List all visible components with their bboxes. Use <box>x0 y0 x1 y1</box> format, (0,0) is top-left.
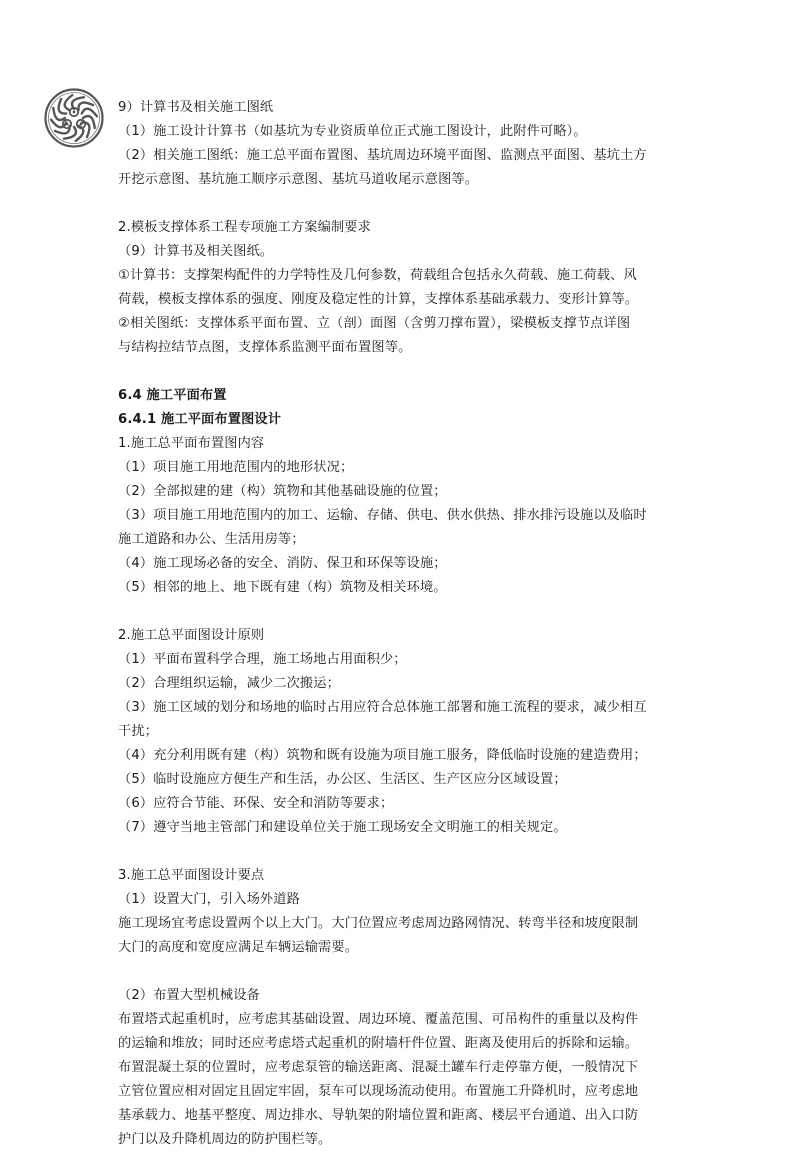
text-line: 与结构拉结节点图，支撑体系监测平面布置图等。 <box>118 340 412 355</box>
text-line: 大门的高度和宽度应满足车辆运输需要。 <box>118 940 359 955</box>
text-line: 施工道路和办公、生活用房等； <box>118 532 305 547</box>
text-line: （4）施工现场必备的安全、消防、保卫和环保等设施； <box>118 556 447 571</box>
section-calculation-drawings <box>118 96 708 192</box>
paragraph-gap <box>118 840 708 864</box>
text-line: （9）计算书及相关图纸。 <box>118 244 274 259</box>
text-line: 的运输和堆放；同时还应考虑塔式起重机的附墙杆件位置、距离及使用后的拆除和运输。 <box>118 1036 639 1051</box>
text-line: 开挖示意图、基坑施工顺序示意图、基坑马道收尾示意图等。 <box>118 172 479 187</box>
text-line: （1）平面布置科学合理，施工场地占用面积少； <box>118 652 407 667</box>
text-line: 基承载力、地基平整度、周边排水、导轨架的附墙位置和距离、楼层平台通道、出入口防 <box>118 1108 639 1123</box>
text-line: （1）施工设计计算书（如基坑为专业资质单位正式施工图设计，此附件可略）。 <box>118 124 587 139</box>
text-line: （4）充分利用既有建（构）筑物和既有设施为项目施工服务，降低临时设施的建造费用； <box>118 748 647 763</box>
text-line: （3）项目施工用地范围内的加工、运输、存储、供电、供水供热、排水排污设施以及临时 <box>118 508 647 523</box>
text-line: （1）项目施工用地范围内的地形状况； <box>118 460 354 475</box>
section-formwork-support <box>118 216 708 360</box>
text-line: （5）临时设施应方便生产和生活，办公区、生活区、生产区应分区域设置； <box>118 772 567 787</box>
text-line: 2.模板支撑体系工程专项施工方案编制要求 <box>118 220 371 235</box>
text-line: （3）施工区域的划分和场地的临时占用应符合总体施工部署和施工流程的要求，减少相互 <box>118 700 647 715</box>
text-line: ②相关图纸：支撑体系平面布置、立（剖）面图（含剪刀撑布置），梁模板支撑节点详图 <box>118 316 631 331</box>
text-line: （6）应符合节能、环保、安全和消防等要求； <box>118 796 394 811</box>
section-design-principles <box>118 624 708 840</box>
text-line: （5）相邻的地上、地下既有建（构）筑物及相关环境。 <box>118 580 447 595</box>
paragraph-gap <box>118 192 708 216</box>
text-line: 3.施工总平面图设计要点 <box>118 868 265 883</box>
text-line: （2）布置大型机械设备 <box>118 988 260 1003</box>
text-line: ①计算书：支撑架构配件的力学特性及几何参数，荷载组合包括永久荷载、施工荷载、风 <box>118 268 637 283</box>
text-line: 布置混凝土泵的位置时，应考虑泵管的输送距离、混凝土罐车行走停靠方便，一般情况下 <box>118 1060 639 1075</box>
section-heading: 6.4 施工平面布置 <box>118 388 227 403</box>
text-line: 1.施工总平面布置图内容 <box>118 436 265 451</box>
section-design-points <box>118 864 708 960</box>
text-line: 荷载，模板支撑体系的强度、刚度及稳定性的计算，支撑体系基础承载力、变形计算等。 <box>118 292 639 307</box>
text-line: （2）全部拟建的建（构）筑物和其他基础设施的位置； <box>118 484 447 499</box>
text-line: 护门以及升降机周边的防护围栏等。 <box>118 1132 332 1147</box>
text-line: 施工现场宜考虑设置两个以上大门。大门位置应考虑周边路网情况、转弯半径和坡度限制 <box>118 916 639 931</box>
text-line: （2）相关施工图纸：施工总平面布置图、基坑周边环境平面图、监测点平面图、基坑土方 <box>118 148 647 163</box>
swirl-seal-logo <box>44 88 104 148</box>
paragraph-gap <box>118 600 708 624</box>
section-large-machinery <box>118 984 708 1152</box>
text-line: 9）计算书及相关施工图纸 <box>118 100 274 115</box>
text-line: 布置塔式起重机时，应考虑其基础设置、周边环境、覆盖范围、可吊构件的重量以及构件 <box>118 1012 639 1027</box>
text-line: 干扰； <box>118 724 159 739</box>
subsection-heading: 6.4.1 施工平面布置图设计 <box>118 412 282 427</box>
text-line: （1）设置大门，引入场外道路 <box>118 892 300 907</box>
section-site-layout <box>118 384 708 600</box>
paragraph-gap <box>118 360 708 384</box>
text-line: （7）遵守当地主管部门和建设单位关于施工现场安全文明施工的相关规定。 <box>118 820 567 835</box>
paragraph-gap <box>118 960 708 984</box>
document-body <box>118 96 708 1152</box>
text-line: （2）合理组织运输，减少二次搬运； <box>118 676 340 691</box>
text-line: 立管位置应相对固定且固定牢固，泵车可以现场流动使用。布置施工升降机时，应考虑地 <box>118 1084 639 1099</box>
text-line: 2.施工总平面图设计原则 <box>118 628 265 643</box>
